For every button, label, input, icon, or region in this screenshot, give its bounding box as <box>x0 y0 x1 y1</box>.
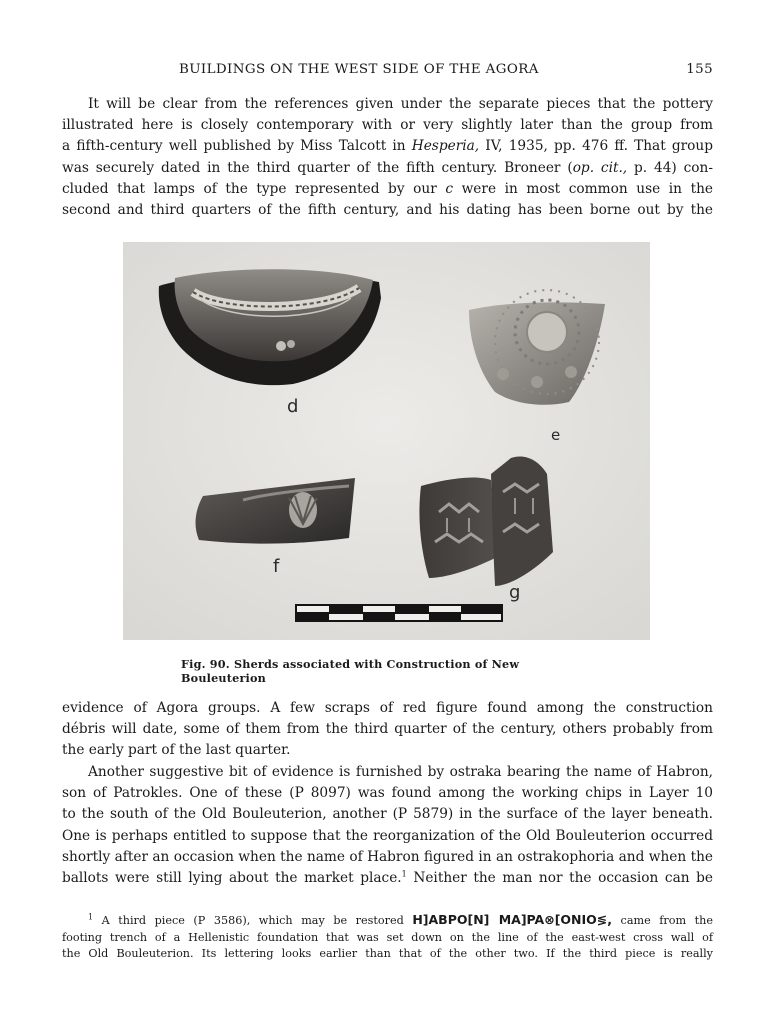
figure-label-d: d <box>287 396 299 417</box>
text-line: shortly after an occasion when the name of Habron figured in an ostrakophoria and when the <box>62 848 713 865</box>
text-line: son of Patrokles. One of these (P 8097) was found among the working chips in Layer 10 <box>62 785 713 802</box>
footnote-marker: 1 <box>88 912 94 922</box>
greek-inscription: H]ABPO[N] MA]PA⊗[ONIO≶, <box>412 912 612 927</box>
item-letter: c <box>445 180 453 197</box>
text-line: Another suggestive bit of evidence is furnished by ostraka bearing the name of Habron, <box>88 764 713 780</box>
figure-label-f: f <box>273 556 280 577</box>
page-number: 155 <box>686 62 713 77</box>
text-line: was securely dated in the third quarter of the fifth century. Broneer (op. cit., p. 44) con- <box>62 159 713 176</box>
text-line: second and third quarters of the fifth century, and his dating has been borne out by the <box>62 202 713 219</box>
footnote-ref: 1 <box>401 869 407 879</box>
running-header <box>62 62 713 80</box>
figure-photograph <box>123 242 650 640</box>
journal-title: Hesperia, <box>411 138 480 155</box>
citation-abbrev: op. cit., <box>572 159 628 176</box>
figure-label-e: e <box>551 426 561 444</box>
text-line: One is perhaps entitled to suppose that the reorganization of the Old Bouleuterion occurred <box>62 827 713 844</box>
text-line: illustrated here is closely contemporary with or very slightly later than the group from <box>62 117 713 134</box>
text-line: evidence of Agora groups. A few scraps of red figure found among the construction <box>62 700 713 716</box>
paragraph-mid <box>62 698 713 762</box>
text-line: to the south of the Old Bouleuterion, another (P 5879) in the surface of the layer beneath. <box>62 806 713 823</box>
scale-bar <box>295 604 503 622</box>
footnote <box>62 912 713 963</box>
text-line: the early part of the last quarter. <box>62 742 291 759</box>
text-line: débris will date, some of them from the third quarter of the century, others probably from <box>62 721 713 738</box>
text-line: a fifth-century well published by Miss Talcott in Hesperia, IV, 1935, pp. 476 ff. That group <box>62 138 713 155</box>
text-line: ballots were still lying about the market place.$^1$ Neither the man nor the occasion can be <box>62 869 713 887</box>
paragraph-bottom <box>62 762 713 889</box>
figure-caption: Fig. 90. Sherds associated with Construction of New Bouleuterion <box>181 657 520 685</box>
sherds-illustration <box>123 242 650 640</box>
running-title: BUILDINGS ON THE WEST SIDE OF THE AGORA <box>179 62 539 77</box>
text-line: cluded that lamps of the type represented by our c were in most common use in the <box>62 180 713 197</box>
text-line: It will be clear from the references given under the separate pieces that the pottery <box>88 96 713 112</box>
footnote-line: $^1$ A third piece (P 3586), which may be restored H]ABPO[N] MA]PA⊗[ONIO≶, came from the <box>88 912 713 927</box>
figure-label-g: g <box>509 582 521 603</box>
footnote-line: the Old Bouleuterion. Its lettering looks earlier than that of the other two. If the third piece is really <box>62 947 713 960</box>
paragraph-top <box>62 94 713 221</box>
footnote-line: footing trench of a Hellenistic foundation that was set down on the line of the east-west cross wall of <box>62 930 713 944</box>
